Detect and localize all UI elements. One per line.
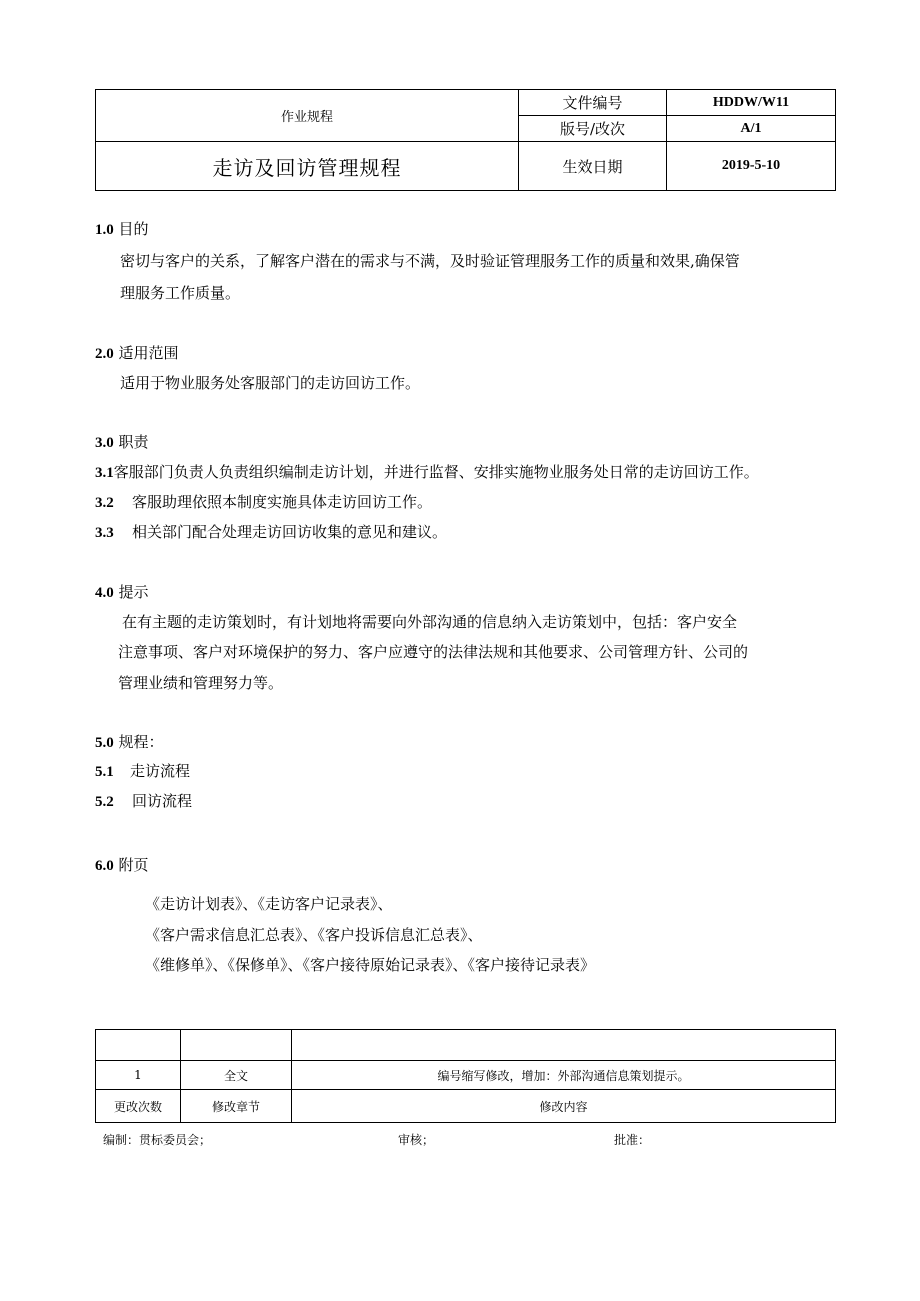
table-cell <box>292 1030 836 1061</box>
header-table <box>95 89 836 191</box>
item-text: 客服部门负责人负责组织编制走访计划，并进行监督、安排实施物业服务处日常的走访回访工作。 <box>113 463 759 481</box>
section-2-text-line: 适用于物业服务处客服部门的走访回访工作。 <box>120 374 421 392</box>
section-1-text-line: 密切与客户的关系，了解客户潜在的需求与不满，及时验证管理服务工作的质量和效果,确保管 <box>120 252 740 270</box>
file-no-value: HDDW/W11 <box>667 90 836 116</box>
version-value: A/1 <box>667 116 836 142</box>
section-3-item <box>95 492 432 513</box>
appendix-line: 《维修单》、《保修单》、《客户接待原始记录表》、《客户接待记录表》 <box>145 956 596 974</box>
section-2-heading <box>95 343 179 364</box>
section-title: 职责 <box>118 433 149 451</box>
item-number: 5.1 <box>95 764 114 780</box>
appendix-line: 《客户需求信息汇总表》、《客户投诉信息汇总表》、 <box>145 926 483 944</box>
revision-content: 编号缩写修改，增加：外部沟通信息策划提示。 <box>292 1061 836 1090</box>
section-3-item <box>95 462 759 483</box>
file-no-label: 文件编号 <box>519 90 667 116</box>
reviewed-by: 审核； <box>398 1133 435 1147</box>
appendix-line: 《走访计划表》、《走访客户记录表》、 <box>145 895 393 913</box>
section-5-heading <box>95 732 164 753</box>
revision-section: 全文 <box>181 1061 292 1090</box>
item-text: 走访流程 <box>130 762 191 780</box>
table-cell <box>181 1030 292 1061</box>
section-number: 4.0 <box>95 585 114 601</box>
item-number: 3.1 <box>95 465 114 481</box>
section-5-item <box>95 791 192 812</box>
item-text: 相关部门配合处理走访回访收集的意见和建议。 <box>132 523 448 541</box>
section-4-text-line: 注意事项、客户对环境保护的努力、客户应遵守的法律法规和其他要求、公司管理方针、公司的 <box>118 643 749 661</box>
section-4-text-line: 在有主题的走访策划时，有计划地将需要向外部沟通的信息纳入走访策划中，包括：客户安全 <box>122 613 738 631</box>
section-number: 6.0 <box>95 858 114 874</box>
column-header: 修改章节 <box>181 1090 292 1123</box>
section-4-heading <box>95 582 149 603</box>
section-title: 规程： <box>118 733 164 751</box>
column-header: 修改内容 <box>292 1090 836 1123</box>
section-title: 适用范围 <box>118 344 179 362</box>
item-number: 3.2 <box>95 495 114 511</box>
table-row <box>96 1061 836 1090</box>
column-header: 更改次数 <box>96 1090 181 1123</box>
item-text: 回访流程 <box>132 792 193 810</box>
effective-date-value: 2019-5-10 <box>667 142 836 191</box>
version-label: 版号/改次 <box>519 116 667 142</box>
section-3-heading <box>95 432 149 453</box>
section-number: 2.0 <box>95 346 114 362</box>
section-1-text-line: 理服务工作质量。 <box>120 284 241 302</box>
section-1-heading <box>95 219 149 240</box>
item-number: 5.2 <box>95 794 114 810</box>
approved-by: 批准： <box>614 1133 651 1147</box>
revision-table <box>95 1029 836 1123</box>
revision-count: 1 <box>96 1061 181 1090</box>
table-row <box>96 1030 836 1061</box>
section-5-item <box>95 761 190 782</box>
section-title: 附页 <box>118 856 149 874</box>
effective-date-label: 生效日期 <box>519 142 667 191</box>
section-title: 提示 <box>118 583 149 601</box>
section-6-heading <box>95 855 149 876</box>
item-number: 3.3 <box>95 525 114 541</box>
table-cell <box>96 1030 181 1061</box>
table-header-row <box>96 1090 836 1123</box>
document-title: 走访及回访管理规程 <box>96 142 519 191</box>
item-text: 客服助理依照本制度实施具体走访回访工作。 <box>132 493 433 511</box>
section-number: 5.0 <box>95 735 114 751</box>
section-number: 3.0 <box>95 435 114 451</box>
section-3-item <box>95 522 447 543</box>
doc-type: 作业规程 <box>96 90 519 142</box>
section-4-text-line: 管理业绩和管理努力等。 <box>118 674 284 692</box>
section-title: 目的 <box>118 220 149 238</box>
section-number: 1.0 <box>95 222 114 238</box>
prepared-by: 编制：贯标委员会； <box>103 1133 212 1147</box>
